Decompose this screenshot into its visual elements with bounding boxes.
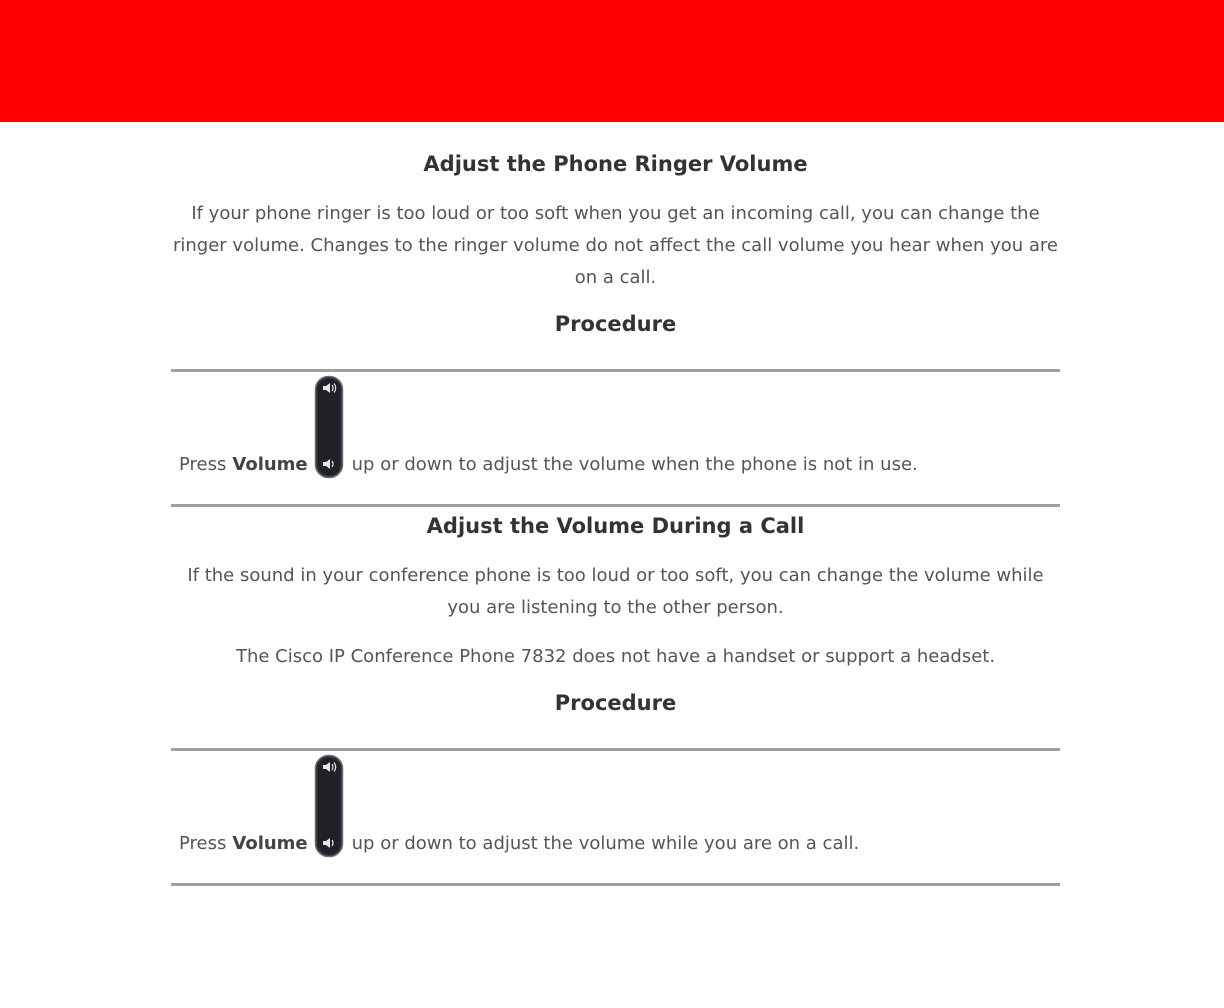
section-title-ringer-volume: Adjust the Phone Ringer Volume	[423, 152, 808, 176]
procedure-step-ringer	[171, 369, 1060, 507]
call-volume-description: If the sound in your conference phone is too loud or too soft, you can change the volume while you are listening to the other person.	[187, 565, 1044, 618]
step-text	[179, 375, 918, 477]
section-title-call-volume: Adjust the Volume During a Call	[426, 514, 805, 538]
volume-button-icon	[314, 754, 344, 856]
step-press-label: Press	[179, 454, 227, 475]
headset-note: The Cisco IP Conference Phone 7832 does not have a handset or support a headset.	[235, 646, 996, 667]
step-volume-label: Volume	[232, 833, 308, 854]
step-press-label: Press	[179, 833, 227, 854]
step-instruction: up or down to adjust the volume when the phone is not in use.	[351, 454, 918, 475]
step-volume-label: Volume	[232, 454, 308, 475]
step-instruction: up or down to adjust the volume while you are on a call.	[351, 833, 860, 854]
main-content	[171, 122, 1060, 886]
procedure-step-call	[171, 748, 1060, 886]
procedure-heading: Procedure	[554, 312, 677, 336]
procedure-heading: Procedure	[554, 691, 677, 715]
step-text	[179, 754, 859, 856]
ringer-volume-description: If your phone ringer is too loud or too soft when you get an incoming call, you can change the ringer volume. Changes to the ringer volume do not affect the call volume you hear when you are on a call.	[173, 203, 1058, 288]
volume-button-icon	[314, 375, 344, 477]
header-banner	[0, 0, 1224, 122]
